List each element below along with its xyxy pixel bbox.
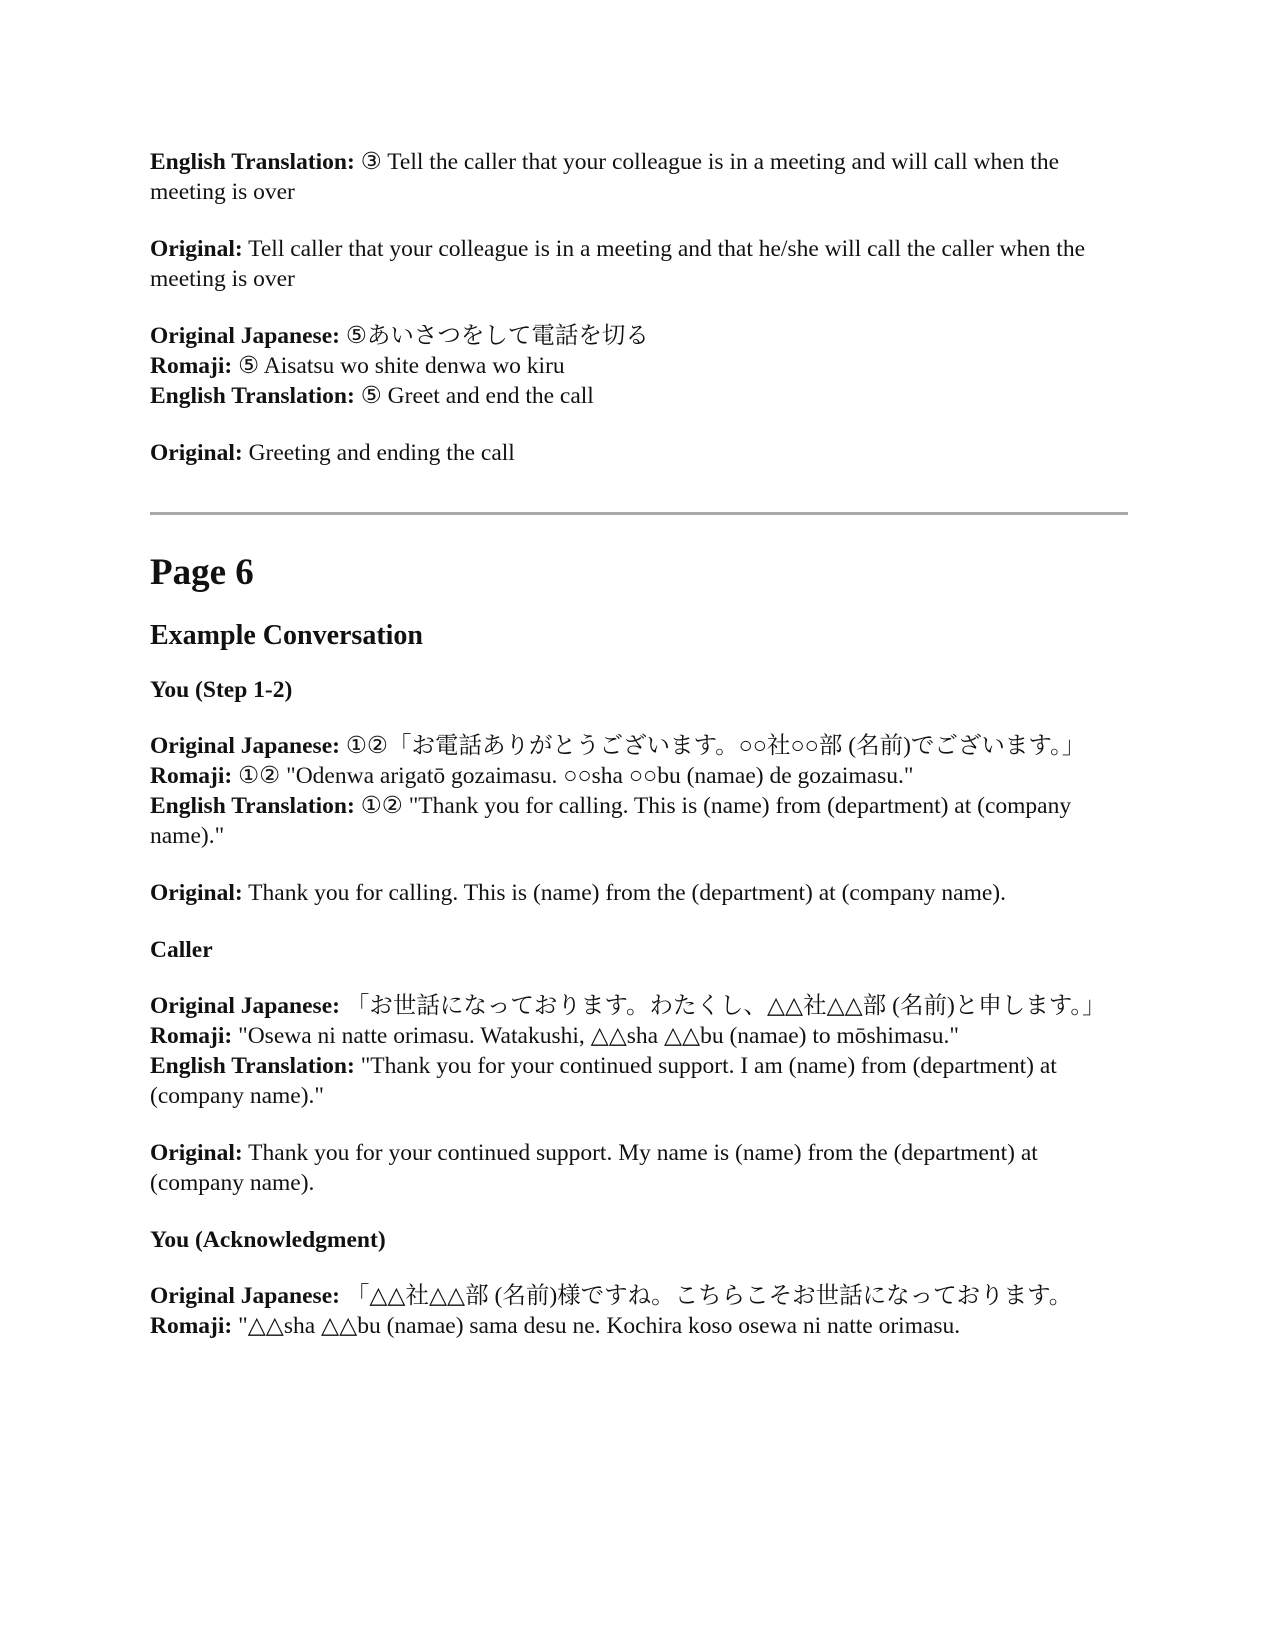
- field-label: English Translation:: [150, 383, 355, 409]
- field-text: Greeting and ending the call: [242, 440, 515, 466]
- original-japanese-line: [150, 1281, 1125, 1311]
- original-line: [150, 878, 1125, 908]
- field-label: Original:: [150, 440, 243, 466]
- english-translation-line: [150, 791, 1125, 851]
- speaker-heading: You (Step 1-2): [150, 677, 293, 703]
- original-line: [150, 234, 1125, 294]
- field-label: Original Japanese:: [150, 323, 340, 349]
- field-label: English Translation:: [150, 149, 355, 175]
- field-label: Original:: [150, 1140, 243, 1166]
- field-text: 「お世話になっております。わたくし、△△社△△部 (名前)と申します。」: [339, 993, 1106, 1019]
- romaji-line: [150, 1021, 1125, 1051]
- section-heading: Example Conversation: [150, 620, 423, 651]
- field-label: Original:: [150, 236, 243, 262]
- field-label: Original:: [150, 880, 243, 906]
- romaji-line: [150, 761, 1125, 791]
- field-text: "△△sha △△bu (namae) sama desu ne. Kochira koso osewa ni natte orimasu.: [232, 1313, 961, 1339]
- field-text: Thank you for your continued support. My name is (name) from the (department) at (company name).: [150, 1140, 1038, 1196]
- field-text: ①② "Thank you for calling. This is (name) from (department) at (company name).": [150, 793, 1072, 849]
- field-label: Romaji:: [150, 763, 233, 789]
- romaji-line: [150, 1311, 1125, 1341]
- speaker-heading: Caller: [150, 937, 213, 963]
- field-label: English Translation:: [150, 1053, 355, 1079]
- document-page: [150, 147, 1125, 1341]
- english-translation-line: [150, 381, 1125, 411]
- field-label: Romaji:: [150, 1313, 233, 1339]
- field-text: ③ Tell the caller that your colleague is in a meeting and will call when the meeting is over: [150, 149, 1060, 205]
- speaker-heading: You (Acknowledgment): [150, 1227, 386, 1253]
- field-text: ①②「お電話ありがとうございます。○○社○○部 (名前)でございます。」: [339, 733, 1086, 759]
- field-label: Original Japanese:: [150, 1283, 340, 1309]
- field-text: ⑤ Greet and end the call: [354, 383, 594, 409]
- field-text: 「△△社△△部 (名前)様ですね。こちらこそお世話になっております。: [339, 1283, 1073, 1309]
- original-japanese-line: [150, 321, 1125, 351]
- original-japanese-line: [150, 731, 1125, 761]
- field-text: "Osewa ni natte orimasu. Watakushi, △△sha △△bu (namae) to mōshimasu.": [232, 1023, 960, 1049]
- field-label: Romaji:: [150, 1023, 233, 1049]
- field-text: ⑤あいさつをして電話を切る: [339, 323, 649, 349]
- page-heading: Page 6: [150, 552, 254, 593]
- field-text: Thank you for calling. This is (name) from the (department) at (company name).: [242, 880, 1006, 906]
- field-text: Tell caller that your colleague is in a meeting and that he/she will call the caller when the meeting is over: [150, 236, 1086, 292]
- english-translation-line: [150, 1051, 1125, 1111]
- original-japanese-line: [150, 991, 1125, 1021]
- field-text: ①② "Odenwa arigatō gozaimasu. ○○sha ○○bu (namae) de gozaimasu.": [232, 763, 914, 789]
- english-translation-line: [150, 147, 1125, 207]
- original-line: [150, 438, 1125, 468]
- field-label: Original Japanese:: [150, 993, 340, 1019]
- field-label: English Translation:: [150, 793, 355, 819]
- romaji-line: [150, 351, 1125, 381]
- field-text: "Thank you for your continued support. I am (name) from (department) at (company name).": [150, 1053, 1057, 1109]
- field-label: Romaji:: [150, 353, 233, 379]
- original-line: [150, 1138, 1125, 1198]
- field-label: Original Japanese:: [150, 733, 340, 759]
- field-text: ⑤ Aisatsu wo shite denwa wo kiru: [232, 353, 565, 379]
